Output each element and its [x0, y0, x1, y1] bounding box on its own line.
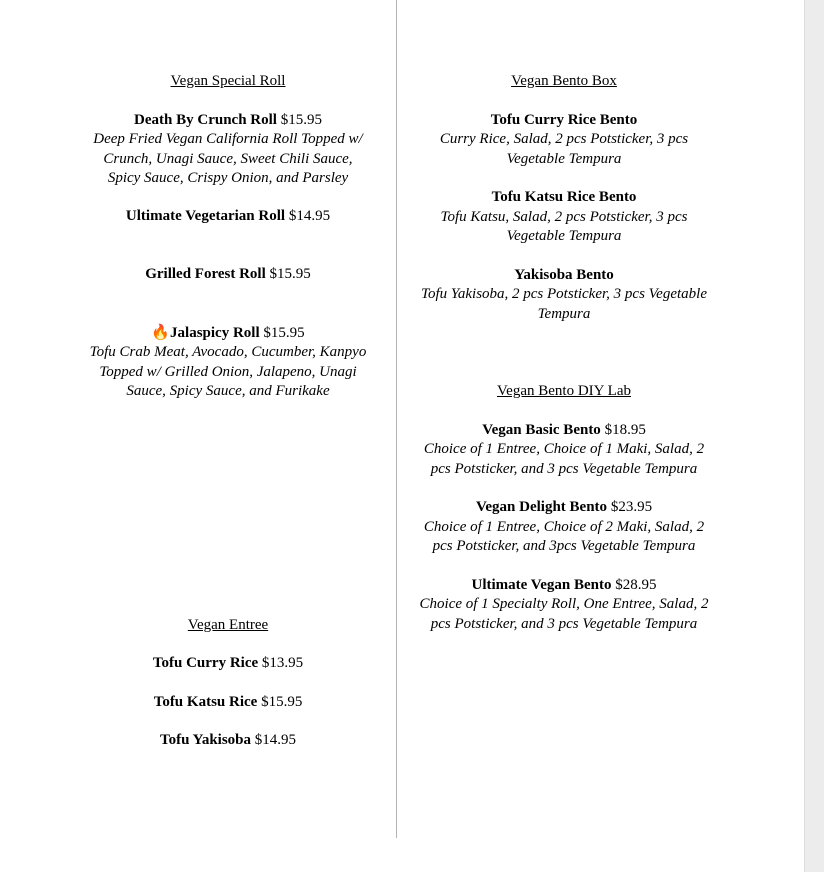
- item-price: $15.95: [261, 693, 303, 710]
- menu-item-tofu-curry-rice: [88, 654, 368, 674]
- item-name: Vegan Delight Bento: [475, 499, 608, 515]
- column-divider: [396, 0, 397, 838]
- vertical-scrollbar[interactable]: [804, 0, 824, 872]
- menu-item-jalaspicy-roll: [88, 324, 368, 402]
- item-description: Tofu Katsu, Salad, 2 pcs Potsticker, 3 pcs Vegetable Tempura: [440, 208, 688, 244]
- right-column: [418, 72, 710, 634]
- item-name: Tofu Katsu Rice: [153, 693, 258, 710]
- section-title-vegan-special-roll: Vegan Special Roll: [170, 73, 286, 89]
- item-description: Deep Fried Vegan California Roll Topped w/ Crunch, Unagi Sauce, Sweet Chili Sauce, Spicy Sauce, Crispy Onion, and Parsley: [93, 131, 363, 186]
- menu-item-ultimate-vegan-bento: [418, 576, 710, 635]
- section-title-vegan-bento-box: Vegan Bento Box: [511, 73, 617, 89]
- item-price: $18.95: [604, 421, 646, 438]
- item-price: $15.95: [269, 266, 311, 282]
- item-price: $15.95: [263, 324, 305, 341]
- item-price: $14.95: [288, 207, 331, 224]
- menu-item-tofu-katsu-rice-bento: [418, 188, 710, 247]
- menu-item-vegan-basic-bento: [418, 421, 710, 480]
- section-title-vegan-entree: Vegan Entree: [187, 616, 269, 633]
- item-description: Choice of 1 Entree, Choice of 1 Maki, Salad, 2 pcs Potsticker, and 3 pcs Vegetable Tempura: [423, 441, 705, 477]
- item-price: $15.95: [280, 111, 322, 128]
- item-name: Ultimate Vegetarian Roll: [125, 207, 286, 224]
- item-price: $28.95: [615, 576, 657, 593]
- menu-item-tofu-yakisoba: [88, 731, 368, 751]
- item-name: Tofu Curry Rice: [152, 655, 259, 671]
- item-name: Jalaspicy Roll: [170, 324, 260, 341]
- item-name: Tofu Yakisoba: [159, 732, 252, 748]
- item-name: Vegan Basic Bento: [482, 421, 601, 438]
- item-name: Tofu Katsu Rice Bento: [491, 189, 637, 205]
- item-price: $14.95: [254, 732, 297, 748]
- item-name: Grilled Forest Roll: [145, 266, 266, 282]
- section-title-vegan-bento-diy-lab: Vegan Bento DIY Lab: [497, 383, 631, 399]
- item-name: Ultimate Vegan Bento: [471, 576, 612, 593]
- item-description: Curry Rice, Salad, 2 pcs Potsticker, 3 pcs Vegetable Tempura: [439, 131, 689, 167]
- item-description: Choice of 1 Entree, Choice of 2 Maki, Salad, 2 pcs Potsticker, and 3pcs Vegetable Tempura: [423, 518, 705, 554]
- menu-item-death-by-crunch-roll: [88, 111, 368, 189]
- left-column: [88, 72, 368, 751]
- menu-item-yakisoba-bento: [418, 266, 710, 325]
- menu-item-tofu-katsu-rice: [88, 693, 368, 713]
- item-description: Tofu Crab Meat, Avocado, Cucumber, Kanpyo Topped w/ Grilled Onion, Jalapeno, Unagi Sauce, Spicy Sauce, and Furikake: [89, 344, 367, 399]
- item-name: Yakisoba Bento: [514, 266, 614, 283]
- item-price: $23.95: [610, 499, 653, 515]
- menu-item-ultimate-vegetarian-roll: [88, 207, 368, 227]
- menu-item-tofu-curry-rice-bento: [418, 111, 710, 170]
- menu-item-grilled-forest-roll: [88, 265, 368, 285]
- item-name: Tofu Curry Rice Bento: [490, 111, 638, 128]
- item-description: Choice of 1 Specialty Roll, One Entree, Salad, 2 pcs Potsticker, and 3 pcs Vegetable Tempura: [419, 596, 709, 632]
- item-name: Death By Crunch Roll: [134, 111, 277, 128]
- fire-icon: 🔥: [151, 324, 171, 341]
- item-price: $13.95: [261, 655, 304, 671]
- menu-item-vegan-delight-bento: [418, 498, 710, 557]
- item-description: Tofu Yakisoba, 2 pcs Potsticker, 3 pcs Vegetable Tempura: [421, 286, 707, 322]
